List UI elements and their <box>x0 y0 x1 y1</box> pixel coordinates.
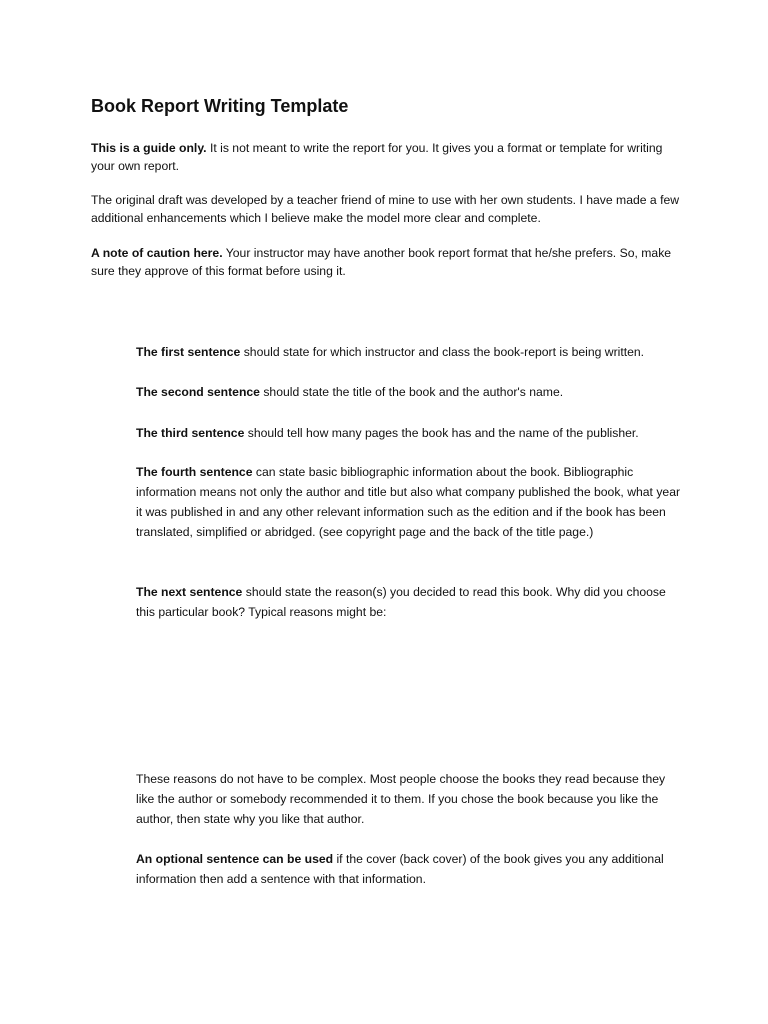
optional-sentence-lead: An optional sentence can be used <box>136 852 334 866</box>
second-sentence-lead: The second sentence <box>136 385 260 399</box>
first-sentence-text: should state for which instructor and class the book-report is being written. <box>240 345 645 359</box>
next-sentence-paragraph <box>136 582 681 622</box>
optional-sentence-text: if the cover (back cover) of the book gives you any additional information then add a sentence with that information. <box>136 852 664 886</box>
intro-caution-paragraph <box>91 244 681 280</box>
intro-guide-paragraph <box>91 139 681 175</box>
third-sentence-lead: The third sentence <box>136 426 245 440</box>
reasons-text: These reasons do not have to be complex. Most people choose the books they read because they like the author or somebody recommended it to them. If you chose the book because you like the author, then state why you like that author. <box>136 772 666 826</box>
first-sentence-paragraph <box>136 342 681 362</box>
first-sentence-lead: The first sentence <box>136 345 241 359</box>
fourth-sentence-lead: The fourth sentence <box>136 465 253 479</box>
fourth-sentence-paragraph <box>136 462 681 542</box>
third-sentence-paragraph <box>136 423 681 443</box>
intro-guide-lead: This is a guide only. <box>91 141 207 155</box>
reasons-paragraph <box>136 769 681 829</box>
intro-draft-paragraph <box>91 191 681 227</box>
second-sentence-paragraph <box>136 382 681 402</box>
intro-caution-lead: A note of caution here. <box>91 246 223 260</box>
next-sentence-lead: The next sentence <box>136 585 243 599</box>
next-sentence-text: should state the reason(s) you decided to read this book. Why did you choose this particular book? Typical reasons might be: <box>136 585 666 619</box>
second-sentence-text: should state the title of the book and the author's name. <box>259 385 564 399</box>
fourth-sentence-text: can state basic bibliographic information about the book. Bibliographic information means not only the author and title but also what company published the book, what year it was published in and any other relevant information such as the edition and if the book has been translated, simplified or abridged. (see copyright page and the back of the title page.) <box>136 465 681 539</box>
third-sentence-text: should tell how many pages the book has and the name of the publisher. <box>244 426 639 440</box>
intro-caution-text: Your instructor may have another book report format that he/she prefers. So, make sure they approve of this format before using it. <box>91 246 672 278</box>
intro-draft-text: The original draft was developed by a teacher friend of mine to use with her own students. I have made a few additional enhancements which I believe make the model more clear and complete. <box>91 193 680 225</box>
document-title: Book Report Writing Template <box>91 96 349 116</box>
optional-sentence-paragraph <box>136 849 681 889</box>
intro-guide-text: It is not meant to write the report for you. It gives you a format or template for writing your own report. <box>91 141 663 173</box>
